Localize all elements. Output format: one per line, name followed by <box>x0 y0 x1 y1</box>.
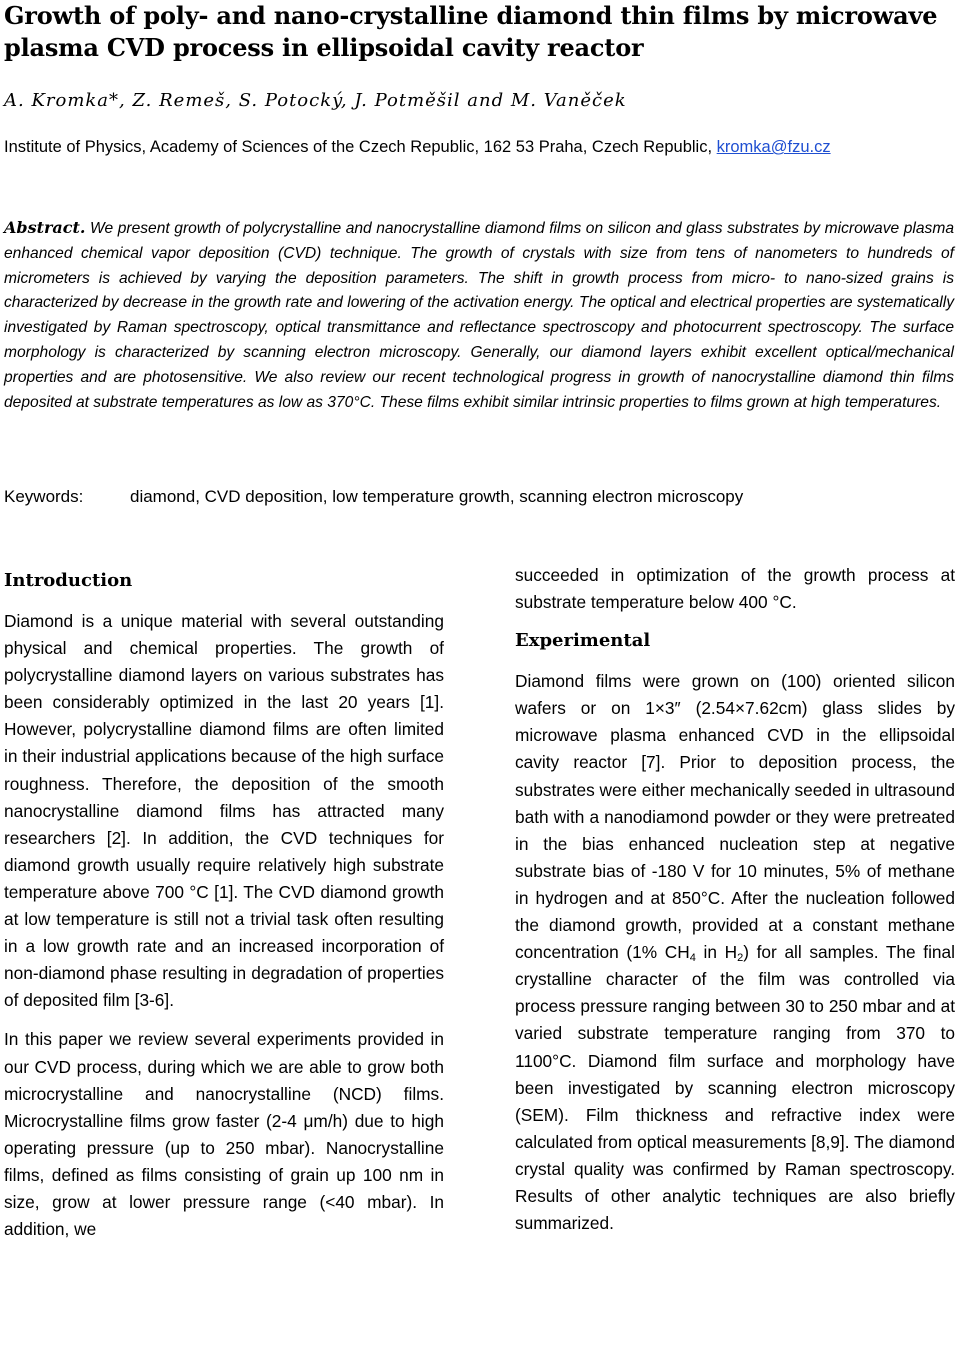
author-list: A. Kromka*, Z. Remeš, S. Potocký, J. Potměšil and M. Vaněček <box>4 90 627 111</box>
introduction-continuation: succeeded in optimization of the growth process at substrate temperature below 400 °C. <box>515 565 955 613</box>
email-link[interactable]: kromka@fzu.cz <box>716 138 831 156</box>
keywords-label: Keywords: <box>4 487 84 506</box>
subscript-ch4: 4 <box>689 952 696 965</box>
experimental-text-part-3: ) for all samples. The final crystalline character of the film was controlled via process pressure ranging between 30 to 250 mbar and at varied substrate temperature ranging from 370 to 1100°C. Diamond film surface and morphology have been investigated by scanning electron microscopy (SEM). Film thickness and refractive index were calculated from optical measurements [8,9]. The diamond crystal quality was confirmed by Raman spectroscopy. Results of other analytic techniques are also briefly summarized. <box>515 942 955 1234</box>
experimental-text-part-2: in H <box>695 942 738 963</box>
experimental-heading: Experimental <box>515 630 651 652</box>
abstract <box>4 216 954 415</box>
affiliation-text: Institute of Physics, Academy of Sciences of the Czech Republic, 162 53 Praha, Czech Republic, <box>4 138 717 156</box>
experimental-text-part-1: Diamond films were grown on (100) oriented silicon wafers or on 1×3″ (2.54×7.62cm) glass slides by microwave plasma enhanced CVD in the ellipsoidal cavity reactor [7]. Prior to deposition process, the substrates were either mechanically seeded in ultrasound bath with a nanodiamond powder or they were pretreated in the bias enhanced nucleation step at negative substrate bias of -180 V for 10 minutes, 5% of methane in hydrogen and at 850°C. After the nucleation followed the diamond growth, provided at a constant methane concentration (1% CH <box>515 671 955 963</box>
left-column <box>4 568 444 1243</box>
paper-title: Growth of poly- and nano-crystalline diamond thin films by microwave plasma CVD process in ellipsoidal cavity reactor <box>4 1 938 62</box>
right-column <box>515 562 955 1237</box>
introduction-paragraph-2: In this paper we review several experiments provided in our CVD process, during which we are able to grow both microcrystalline and nanocrystalline (NCD) films. Microcrystalline films grow faster (2-4 μm/h) due to high operating pressure (up to 250 mbar). Nanocrystalline films, defined as films consisting of grain up 100 nm in size, grow at lower pressure range (<40 mbar). In addition, we <box>4 1029 444 1240</box>
keywords <box>4 484 956 510</box>
affiliation <box>4 134 956 160</box>
introduction-heading: Introduction <box>4 570 133 591</box>
abstract-label: Abstract. <box>4 218 86 237</box>
abstract-text: We present growth of polycrystalline and nanocrystalline diamond films on silicon and glass substrates by microwave plasma enhanced chemical vapor deposition (CVD) technique. The growth of crystals with size from tens of nanometers to hundreds of micrometers is achieved by varying the deposition parameters. The shift in growth process from micro- to nano-sized grains is characterized by decrease in the growth rate and lowering of the activation energy. The optical and electrical properties are systematically investigated by Raman spectroscopy, optical transmittance and reflectance spectroscopy and photocurrent spectroscopy. The surface morphology is characterized by scanning electron microscopy. Generally, our diamond layers exhibit excellent optical/mechanical properties and are photosensitive. We also review our recent technological progress in growth of nanocrystalline diamond thin films deposited at substrate temperatures as low as 370°C. These films exhibit similar intrinsic properties to films grown at high temperatures. <box>4 220 954 411</box>
introduction-paragraph-1: Diamond is a unique material with several outstanding physical and chemical properties. The growth of polycrystalline diamond layers on various substrates has been considerably optimized in the last 20 years [1]. However, polycrystalline diamond films are often limited in their industrial applications because of the high surface roughness. Therefore, the deposition of the smooth nanocrystalline diamond films has attracted many researchers [2]. In addition, the CVD techniques for diamond growth usually require relatively high substrate temperature above 700 °C [1]. The CVD diamond growth at low temperature is still not a trivial task often resulting in a low growth rate and an increased incorporation of non-diamond phase resulting in degradation of properties of deposited film [3-6]. <box>4 611 444 1011</box>
subscript-h2: 2 <box>737 952 744 965</box>
keywords-text: diamond, CVD deposition, low temperature growth, scanning electron microscopy <box>130 487 744 506</box>
experimental-paragraph <box>515 668 955 1237</box>
